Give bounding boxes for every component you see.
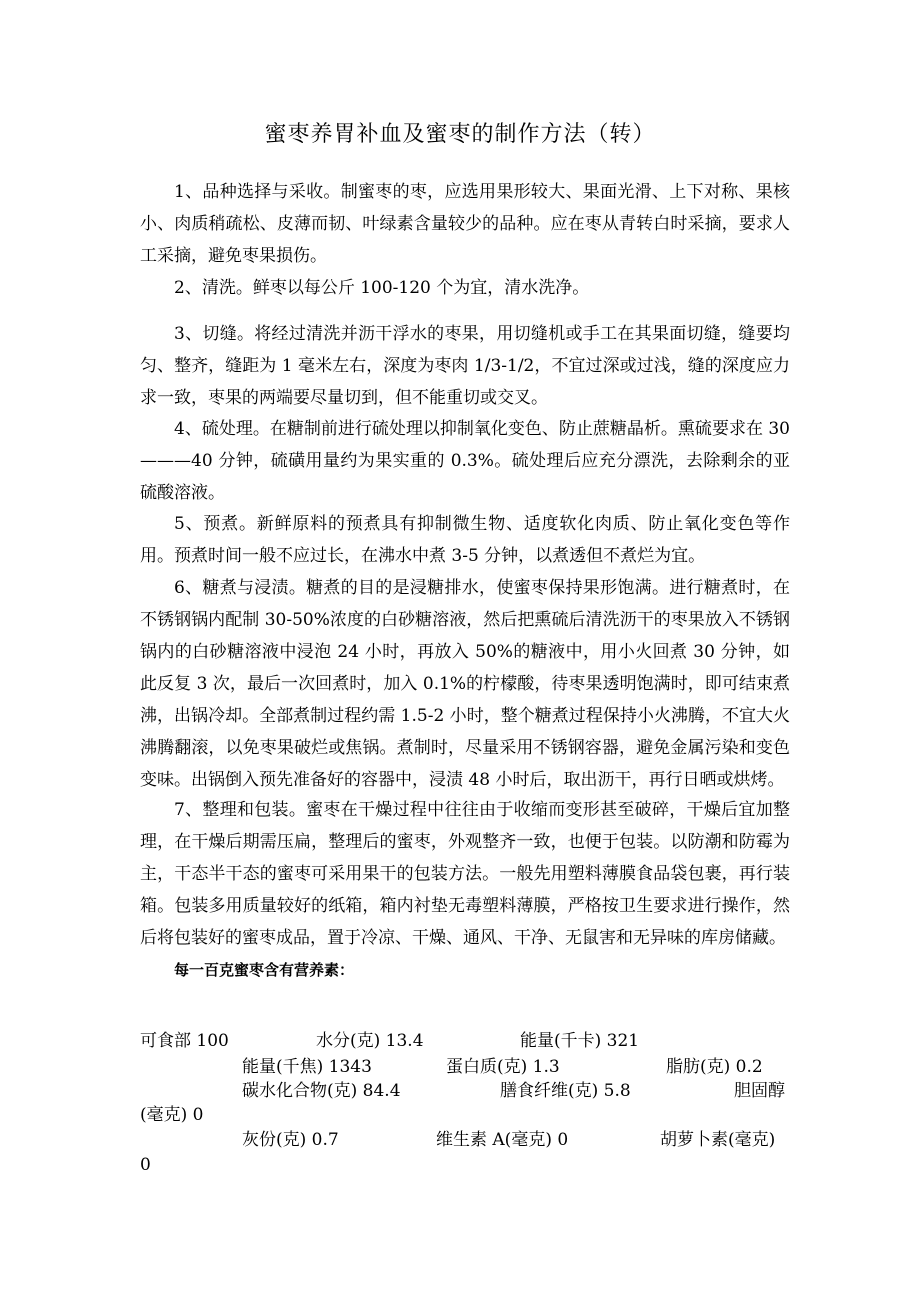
- paragraph-sulfur-treatment: 4、硫处理。在糖制前进行硫处理以抑制氧化变色、防止蔗糖晶析。熏硫要求在 30———40 分钟，硫磺用量约为果实重的 0.3%。硫处理后应充分漂洗，去除剩余的亚硫酸溶液。: [140, 419, 790, 503]
- paragraph-packaging: 7、整理和包装。蜜枣在干燥过程中往往由于收缩而变形甚至破碎，干燥后宜加整理，在干燥后期需压扁，整理后的蜜枣，外观整齐一致，也便于包装。以防潮和防霉为主，干态半干态的蜜枣可采用果干的包装方法。一般先用塑料薄膜食品袋包裹，再行装箱。包装多用质量较好的纸箱，箱内衬垫无毒塑料薄膜，严格按卫生要求进行操作，然后将包装好的蜜枣成品，置于冷凉、干燥、通风、干净、无鼠害和无异味的库房储藏。: [140, 800, 790, 948]
- nutrient-carotene-value: 0: [140, 1155, 151, 1175]
- nutrient-energy-kcal: 能量(千卡) 321: [520, 1031, 640, 1051]
- nutrient-water: 水分(克) 13.4: [316, 1031, 424, 1051]
- nutrient-protein: 蛋白质(克) 1.3: [446, 1057, 560, 1077]
- nutrient-fat: 脂肪(克) 0.2: [666, 1057, 763, 1077]
- paragraph-washing: 2、清洗。鲜枣以每公斤 100-120 个为宜，清水洗净。: [174, 278, 590, 298]
- paragraph-variety-selection: 1、品种选择与采收。制蜜枣的枣，应选用果形较大、果面光滑、上下对称、果核小、肉质稍疏松、皮薄而韧、叶绿素含量较少的品种。应在枣从青转白时采摘，要求人工采摘，避免枣果损伤。: [140, 182, 790, 266]
- page-title: 蜜枣养胃补血及蜜枣的制作方法（转）: [264, 122, 656, 147]
- nutrient-energy-kj: 能量(千焦) 1343: [242, 1057, 372, 1077]
- paragraph-pre-boiling: 5、预煮。新鲜原料的预煮具有抑制微生物、适度软化肉质、防止氧化变色等作用。预煮时间一般不应过长，在沸水中煮 3-5 分钟，以煮透但不煮烂为宜。: [140, 514, 790, 566]
- nutrient-cholesterol-label: 胆固醇: [734, 1081, 785, 1101]
- nutrient-carbohydrate: 碳水化合物(克) 84.4: [242, 1081, 401, 1101]
- nutrient-vitamin-a: 维生素 A(毫克) 0: [436, 1130, 569, 1150]
- nutrition-heading: 每一百克蜜枣含有营养素：: [174, 961, 355, 979]
- nutrient-edible-portion: 可食部 100: [140, 1031, 229, 1051]
- nutrient-ash: 灰份(克) 0.7: [242, 1130, 339, 1150]
- nutrient-carotene-label: 胡萝卜素(毫克): [660, 1130, 776, 1150]
- paragraph-sugar-boiling: 6、糖煮与浸渍。糖煮的目的是浸糖排水，使蜜枣保持果形饱满。进行糖煮时，在不锈钢锅内配制 30-50%浓度的白砂糖溶液，然后把熏硫后清洗沥干的枣果放入不锈钢锅内的白砂糖溶液中浸泡 24 小时，再放入 50%的糖液中，用小火回煮 30 分钟，如此反复 3 次，最后一次回煮时，加入 0.1%的柠檬酸，待枣果透明饱满时，即可结束煮沸，出锅冷却。全部煮制过程约需 1.5-2 小时，整个糖煮过程保持小火沸腾，不宜大火沸腾翻滚，以免枣果破烂或焦锅。煮制时，尽量采用不锈钢容器，避免金属污染和变色变味。出锅倒入预先准备好的容器中，浸渍 48 小时后，取出沥干，再行日晒或烘烤。: [140, 578, 790, 790]
- nutrient-cholesterol-value: (毫克) 0: [140, 1105, 204, 1125]
- paragraph-slitting: 3、切缝。将经过清洗并沥干浮水的枣果，用切缝机或手工在其果面切缝，缝要均匀、整齐，缝距为 1 毫米左右，深度为枣肉 1/3-1/2，不宜过深或过浅，缝的深度应力求一致，枣果的两端要尽量切到，但不能重切或交叉。: [140, 324, 790, 408]
- nutrient-dietary-fiber: 膳食纤维(克) 5.8: [500, 1081, 631, 1101]
